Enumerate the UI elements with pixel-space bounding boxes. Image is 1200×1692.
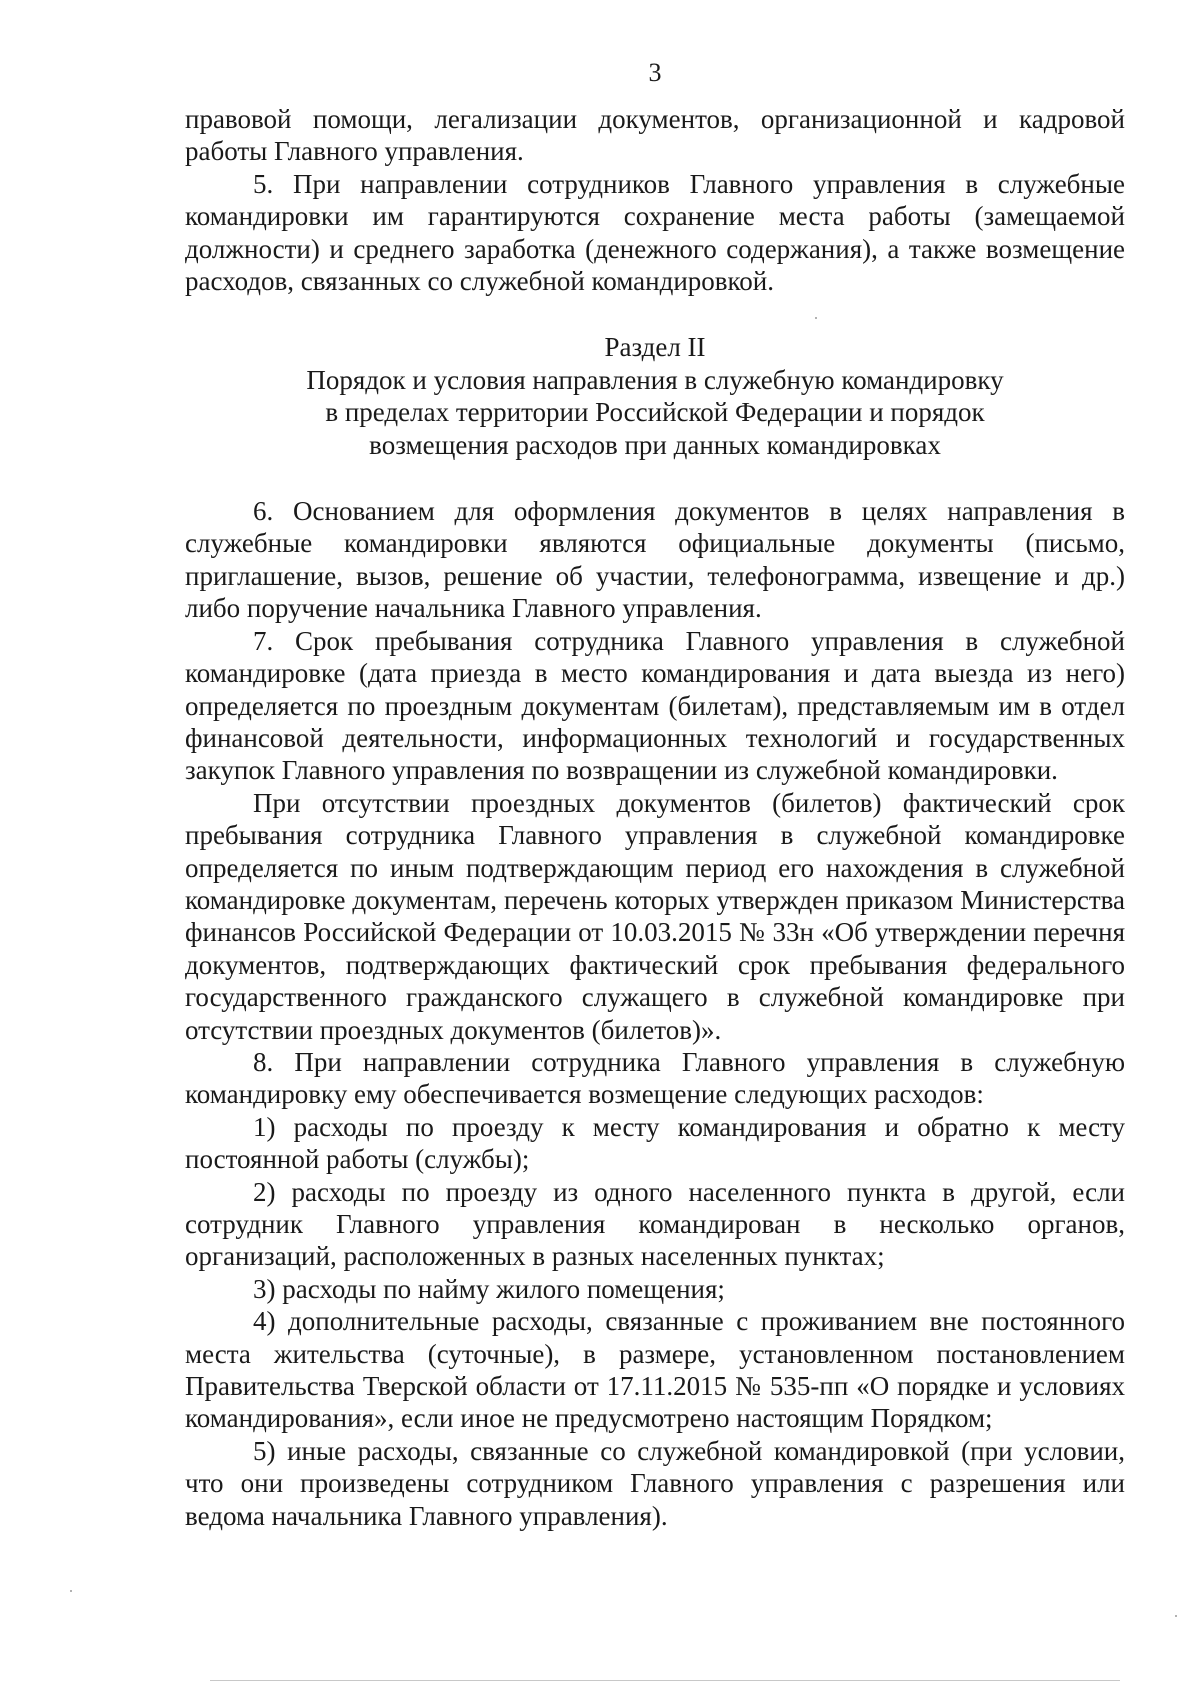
- paragraph-5: 5. При направлении сотрудников Главного управления в служебные командировки им гарантируются сохранение места работы (замещаемой должности) и среднего заработка (денежного содержания), а также возмещение расходов, связанных со служебной командировкой.: [185, 168, 1125, 297]
- paragraph-continuation: правовой помощи, легализации документов, организационной и кадровой работы Главного управления.: [185, 104, 1125, 167]
- section-title-line-3: возмещения расходов при данных командировках: [369, 429, 941, 460]
- list-item-4: 4) дополнительные расходы, связанные с проживанием вне постоянного места жительства (суточные), в размере, установленном постановлением Правительства Тверской области от 17.11.2015 № 535-пп «О порядке и условиях командирования», если иное не предусмотрено настоящим Порядком;: [185, 1306, 1125, 1434]
- section-label: Раздел II: [604, 332, 706, 363]
- list-item-1: 1) расходы по проезду к месту командирования и обратно к месту постоянной работы (службы);: [185, 1111, 1125, 1175]
- section-title-line-2: в пределах территории Российской Федерации и порядок: [325, 397, 985, 428]
- section-title-line-1: Порядок и условия направления в служебную командировку: [306, 364, 1004, 395]
- list-item-3: 3) расходы по найму жилого помещения;: [253, 1273, 725, 1304]
- scan-speck: [815, 317, 817, 319]
- scan-speck: [1175, 1615, 1177, 1617]
- paragraph-8: 8. При направлении сотрудника Главного управления в служебную командировку ему обеспечивается возмещение следующих расходов:: [185, 1046, 1125, 1110]
- list-item-2: 2) расходы по проезду из одного населенного пункта в другой, если сотрудник Главного управления командирован в несколько органов, организаций, расположенных в разных населенных пунктах;: [185, 1176, 1125, 1272]
- paragraph-7: 7. Срок пребывания сотрудника Главного управления в служебной командировке (дата приезда в место командирования и дата выезда из него) определяется по проездным документам (билетам), представляемым им в отдел финансовой деятельности, информационных технологий и государственных закупок Главного управления по возвращении из служебной командировки.: [185, 625, 1125, 786]
- page-number: 3: [648, 58, 662, 87]
- document-body: [185, 103, 1125, 1532]
- scan-speck: [70, 1590, 72, 1592]
- list-item-5: 5) иные расходы, связанные со служебной командировкой (при условии, что они произведены сотрудником Главного управления с разрешения или ведома начальника Главного управления).: [185, 1435, 1125, 1531]
- paragraph-7-continued: При отсутствии проездных документов (билетов) фактический срок пребывания сотрудника Главного управления в служебной командировке определяется по иным подтверждающим период его нахождения в служебной командировке документам, перечень которых утвержден приказом Министерства финансов Российской Федерации от 10.03.2015 № 33н «Об утверждении перечня документов, подтверждающих фактический срок пребывания федерального государственного гражданского служащего в служебной командировке при отсутствии проездных документов (билетов)».: [185, 787, 1125, 1045]
- paragraph-6: 6. Основанием для оформления документов в целях направления в служебные командировки являются официальные документы (письмо, приглашение, вызов, решение об участии, телефонограмма, извещение и др.) либо поручение начальника Главного управления.: [185, 496, 1125, 624]
- bottom-scan-line: [210, 1680, 1120, 1681]
